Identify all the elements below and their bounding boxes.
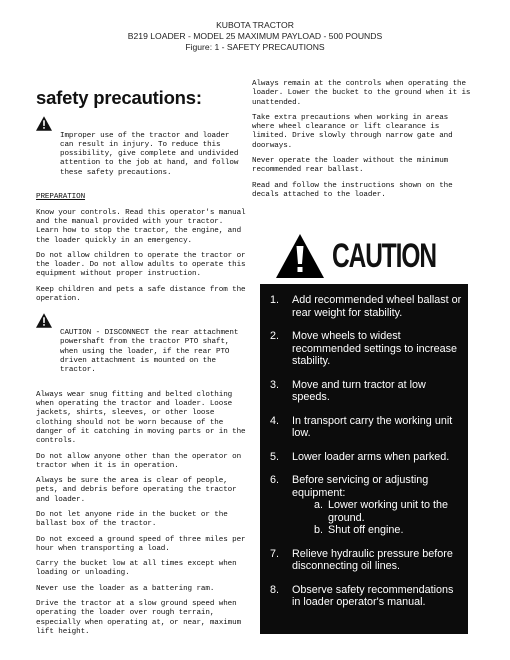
preparation-heading: PREPARATION [36, 193, 86, 202]
caution-note-text: CAUTION - DISCONNECT the rear attachment powershaft from the tractor PTO shaft, when using the loader, if the rear PTO driven attachment is mounted on the tractor. [60, 328, 239, 375]
caution-item-text: Relieve hydraulic pressure before disconnecting oil lines. [292, 547, 453, 572]
paragraph: Read and follow the instructions shown on the decals attached to the loader. [252, 181, 453, 199]
paragraph: Do not exceed a ground speed of three miles per hour when transporting a load. [36, 535, 246, 553]
caution-item-number: 3. [270, 378, 280, 391]
caution-item-text: In transport carry the working unit low. [292, 414, 453, 439]
paragraph: Always be sure the area is clear of people, pets, and debris before operating the tractor and loader. [36, 477, 237, 504]
caution-header [260, 232, 468, 280]
caution-item-number: 6. [270, 474, 280, 486]
paragraph: Carry the bucket low at all times except when loading or unloading. [36, 560, 237, 578]
caution-word: CAUTION [332, 236, 436, 275]
caution-item-text: Before servicing or adjusting equipment: [292, 474, 429, 499]
paragraph: Always remain at the controls when operating the loader. Lower the bucket to the ground when it is unattended. [252, 80, 471, 107]
header-line-1: KUBOTA TRACTOR [216, 20, 294, 30]
right-column [252, 80, 474, 206]
caution-item [268, 330, 462, 368]
caution-item-text: Observe safety recommendations in loader operator's manual. [292, 583, 454, 608]
caution-item-text: Add recommended wheel ballast or rear weight for stability. [292, 294, 462, 319]
caution-item-text: Move wheels to widest recommended settings to increase stability. [292, 330, 458, 367]
caution-item-number: 5. [270, 450, 280, 463]
caution-item [268, 474, 462, 537]
caution-sub-list [292, 499, 462, 537]
paragraph: Keep children and pets a safe distance from the operation. [36, 285, 246, 304]
caution-item [268, 379, 462, 404]
caution-decal [260, 232, 468, 637]
caution-item-number: 2. [270, 330, 280, 342]
caution-item [268, 294, 462, 319]
caution-item [268, 451, 462, 464]
caution-item [268, 584, 462, 609]
caution-item-text: Move and turn tractor at low speeds. [292, 378, 426, 403]
header-line-3: Figure: 1 - SAFETY PRECAUTIONS [185, 42, 325, 52]
caution-sub-letter: b. [314, 524, 324, 536]
caution-sub-letter: a. [314, 499, 324, 511]
caution-item-text: Lower loader arms when parked. [292, 450, 450, 463]
caution-sub-text: Lower working unit to the ground. [328, 499, 449, 524]
paragraph: Know your controls. Read this operator's manual and the manual provided with your tractor. Learn how to stop the tractor, the engine, and the loader quickly in an emergency. [36, 208, 246, 245]
caution-sub-item [314, 499, 462, 524]
section-title: safety precautions: [36, 87, 202, 108]
caution-note [36, 310, 246, 384]
intro-paragraph [36, 113, 246, 187]
caution-item-number: 1. [270, 294, 280, 306]
intro-text: Improper use of the tractor and loader can result in injury. To reduce this possibility, give complete and undivided attention to the job at hand, and follow these safety precautions. [60, 131, 239, 177]
paragraph: Drive the tractor at a slow ground speed when operating the loader over rough terrain, especially when operating at, or near, maximum lift height. [36, 600, 242, 636]
paragraph: Always wear snug fitting and belted clothing when operating the tractor and loader. Loose jackets, shirts, sleeves, or other loose clothing should not be worn because of the danger of it catching in moving parts or in the controls. [36, 390, 246, 446]
caution-item-number: 7. [270, 547, 280, 560]
caution-item-number: 8. [270, 583, 280, 596]
caution-sub-item [314, 524, 462, 537]
caution-sub-text: Shut off engine. [328, 524, 404, 536]
paragraph: Never use the loader as a battering ram. [36, 584, 215, 593]
paragraph: Do not let anyone ride in the bucket or the ballast box of the tractor. [36, 510, 228, 529]
caution-item [268, 415, 462, 440]
caution-item-number: 4. [270, 414, 280, 427]
warning-icon [276, 234, 324, 278]
warning-icon [36, 116, 52, 131]
paragraph: Take extra precautions when working in areas where wheel clearance or lift clearance is limited. Drive slowly through narrow gate and doorways. [252, 113, 453, 150]
document-header [0, 20, 510, 53]
paragraph: Do not allow children to operate the tractor or the loader. Do not allow adults to operate this equipment without proper instruction. [36, 251, 246, 279]
warning-icon [36, 313, 52, 328]
left-column [36, 80, 246, 643]
paragraph: Do not allow anyone other than the operator on tractor when it is in operation. [36, 452, 242, 470]
paragraph: Never operate the loader without the minimum recommended rear ballast. [252, 157, 449, 175]
caution-list [260, 284, 468, 634]
header-line-2: B219 LOADER - MODEL 25 MAXIMUM PAYLOAD - 500 POUNDS [127, 31, 383, 41]
caution-item [268, 548, 462, 573]
